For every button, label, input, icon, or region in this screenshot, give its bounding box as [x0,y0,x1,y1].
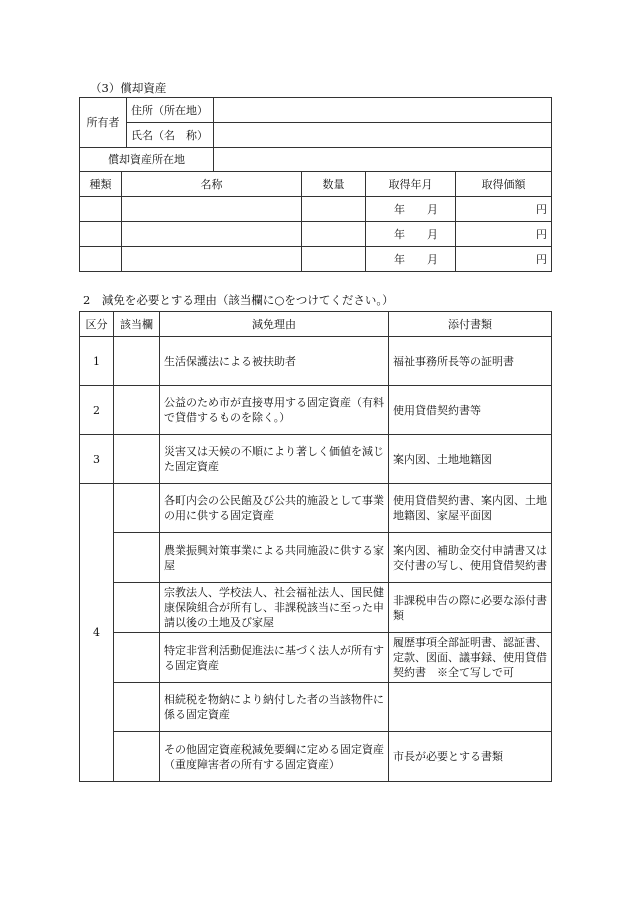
docs-cell: 案内図、土地地籍図 [389,435,552,484]
name-cell[interactable] [122,247,302,272]
table-row [80,484,552,533]
check-cell[interactable] [114,732,160,782]
type-cell[interactable] [80,247,122,272]
address-label: 住所（所在地） [127,98,214,123]
header-check: 該当欄 [114,312,160,337]
reason-cell: 各町内会の公民館及び公共的施設として事業の用に供する固定資産 [160,484,389,533]
header-quantity: 数量 [302,172,366,197]
date-cell[interactable] [366,222,456,247]
reason-cell: 宗教法人、学校法人、社会福祉法人、国民健康保険組合が所有し、非課税該当に至った申請以後の土地及び家屋 [160,583,389,633]
check-cell[interactable] [114,435,160,484]
header-acquired-price: 取得価額 [456,172,552,197]
table-row [80,222,552,247]
check-cell[interactable] [114,386,160,435]
date-cell[interactable] [366,197,456,222]
reason-cell: 相続税を物納により納付した者の当該物件に係る固定資産 [160,683,389,732]
year-label: 年 [394,202,405,216]
header-docs: 添付書類 [389,312,552,337]
address-value[interactable] [214,98,552,123]
name-cell[interactable] [122,222,302,247]
kubun-cell-4: 4 [80,484,114,782]
kubun-cell: 3 [80,435,114,484]
asset-table [79,171,552,272]
kubun-cell: 1 [80,337,114,386]
yen-label: 円 [536,202,547,216]
reason-cell: 災害又は天候の不順により著しく価値を減じた固定資産 [160,435,389,484]
kubun-cell: 2 [80,386,114,435]
docs-cell: 福祉事務所長等の証明書 [389,337,552,386]
table-row [80,533,552,583]
date-cell[interactable] [366,247,456,272]
month-label: 月 [427,252,438,266]
table-row [80,197,552,222]
yen-label: 円 [536,252,547,266]
month-label: 月 [427,202,438,216]
header-name: 名称 [122,172,302,197]
check-cell[interactable] [114,683,160,732]
quantity-cell[interactable] [302,247,366,272]
check-cell[interactable] [114,484,160,533]
name-label: 氏名（名 称） [127,123,214,148]
table-row [80,633,552,683]
check-cell[interactable] [114,533,160,583]
reason-cell: その他固定資産税減免要綱に定める固定資産（重度障害者の所有する固定資産） [160,732,389,782]
section3-title: （3）償却資産 [90,81,167,95]
table-row [80,732,552,782]
docs-cell [389,683,552,732]
owner-label: 所有者 [80,98,127,148]
docs-cell: 履歴事項全部証明書、認証書、定款、図面、議事録、使用貸借契約書 ※全て写しで可 [389,633,552,683]
name-cell[interactable] [122,197,302,222]
docs-cell: 市長が必要とする書類 [389,732,552,782]
docs-cell: 案内図、補助金交付申請書又は交付書の写し、使用貸借契約書 [389,533,552,583]
table-row [80,337,552,386]
quantity-cell[interactable] [302,197,366,222]
yen-label: 円 [536,227,547,241]
table-row [80,435,552,484]
location-label: 償却資産所在地 [80,148,214,172]
table-row [80,583,552,633]
location-value[interactable] [214,148,552,172]
year-label: 年 [394,227,405,241]
reason-cell: 生活保護法による被扶助者 [160,337,389,386]
type-cell[interactable] [80,222,122,247]
header-acquired-date: 取得年月 [366,172,456,197]
reason-cell: 特定非営利活動促進法に基づく法人が所有する固定資産 [160,633,389,683]
type-cell[interactable] [80,197,122,222]
table-row [80,247,552,272]
quantity-cell[interactable] [302,222,366,247]
check-cell[interactable] [114,583,160,633]
header-reason: 減免理由 [160,312,389,337]
docs-cell: 使用貸借契約書等 [389,386,552,435]
table-row [80,386,552,435]
name-value[interactable] [214,123,552,148]
reason-cell: 公益のため市が直接専用する固定資産（有料で貸借するものを除く。） [160,386,389,435]
section2-title: 2 減免を必要とする理由（該当欄に○をつけてください。） [83,293,394,307]
reason-table [79,311,552,782]
price-cell[interactable] [456,247,552,272]
docs-cell: 使用貸借契約書、案内図、土地地籍図、家屋平面図 [389,484,552,533]
year-label: 年 [394,252,405,266]
reason-cell: 農業振興対策事業による共同施設に供する家屋 [160,533,389,583]
check-cell[interactable] [114,633,160,683]
docs-cell: 非課税申告の際に必要な添付書類 [389,583,552,633]
check-cell[interactable] [114,337,160,386]
owner-table [79,97,552,172]
header-type: 種類 [80,172,122,197]
table-row [80,683,552,732]
month-label: 月 [427,227,438,241]
header-kubun: 区分 [80,312,114,337]
price-cell[interactable] [456,197,552,222]
price-cell[interactable] [456,222,552,247]
